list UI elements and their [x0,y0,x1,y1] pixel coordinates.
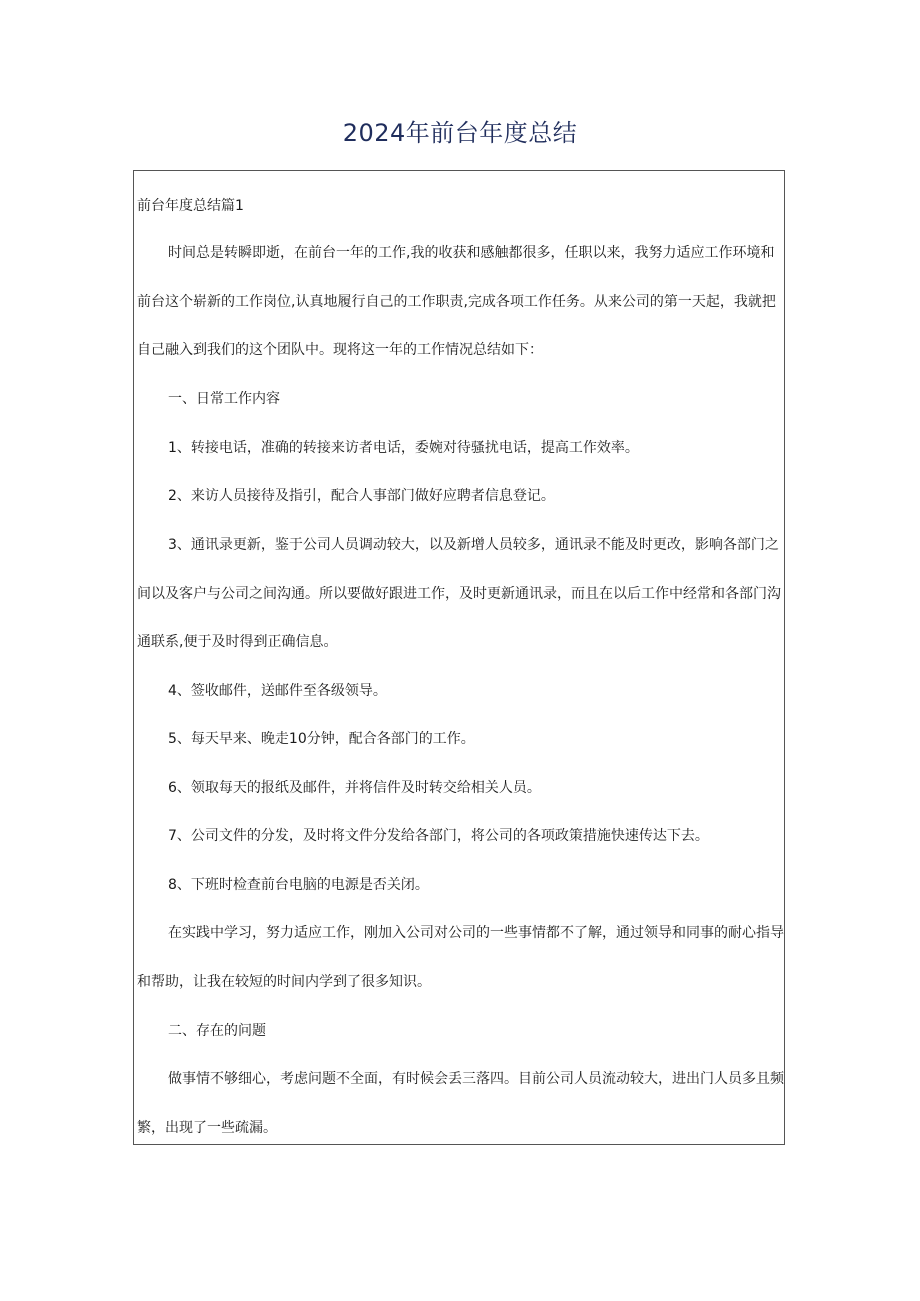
list-item-1: 1、转接电话，准确的转接来访者电话，委婉对待骚扰电话，提高工作效率。 [168,440,639,456]
intro-paragraph: 时间总是转瞬即逝，在前台一年的工作,我的收获和感触都很多，任职以来，我努力适应工作环境和前台这个崭新的工作岗位,认真地履行自己的工作职责,完成各项工作任务。从来公司的第一天起，我就把自己融入到我们的这个团队中。现将这一年的工作情况总结如下： [137,245,776,358]
list-item-5: 5、每天早来、晚走10分钟，配合各部门的工作。 [168,731,475,747]
list-item-7: 7、公司文件的分发，及时将文件分发给各部门，将公司的各项政策措施快速传达下去。 [168,828,709,844]
subheading-daily-work: 一、日常工作内容 [168,391,280,407]
problems-paragraph: 做事情不够细心，考虑问题不全面，有时候会丢三落四。目前公司人员流动较大，进出门人员多且频繁，出现了一些疏漏。 [137,1071,784,1136]
list-item-3: 3、通讯录更新，鉴于公司人员调动较大，以及新增人员较多，通讯录不能及时更改，影响各部门之间以及客户与公司之间沟通。所以要做好跟进工作，及时更新通讯录，而且在以后工作中经常和各部门沟通联系,便于及时得到正确信息。 [137,537,781,650]
section-heading: 前台年度总结篇1 [137,198,244,214]
content-box [133,170,785,1145]
list-item-4: 4、签收邮件，送邮件至各级领导。 [168,683,387,699]
document-title: 2024年前台年度总结 [342,119,578,147]
list-item-2: 2、来访人员接待及指引，配合人事部门做好应聘者信息登记。 [168,488,555,504]
subheading-problems: 二、存在的问题 [168,1023,266,1039]
list-item-8: 8、下班时检查前台电脑的电源是否关闭。 [168,877,429,893]
practice-paragraph: 在实践中学习，努力适应工作，刚加入公司对公司的一些事情都不了解，通过领导和同事的耐心指导和帮助，让我在较短的时间内学到了很多知识。 [137,925,784,990]
list-item-6: 6、领取每天的报纸及邮件，并将信件及时转交给相关人员。 [168,780,541,796]
